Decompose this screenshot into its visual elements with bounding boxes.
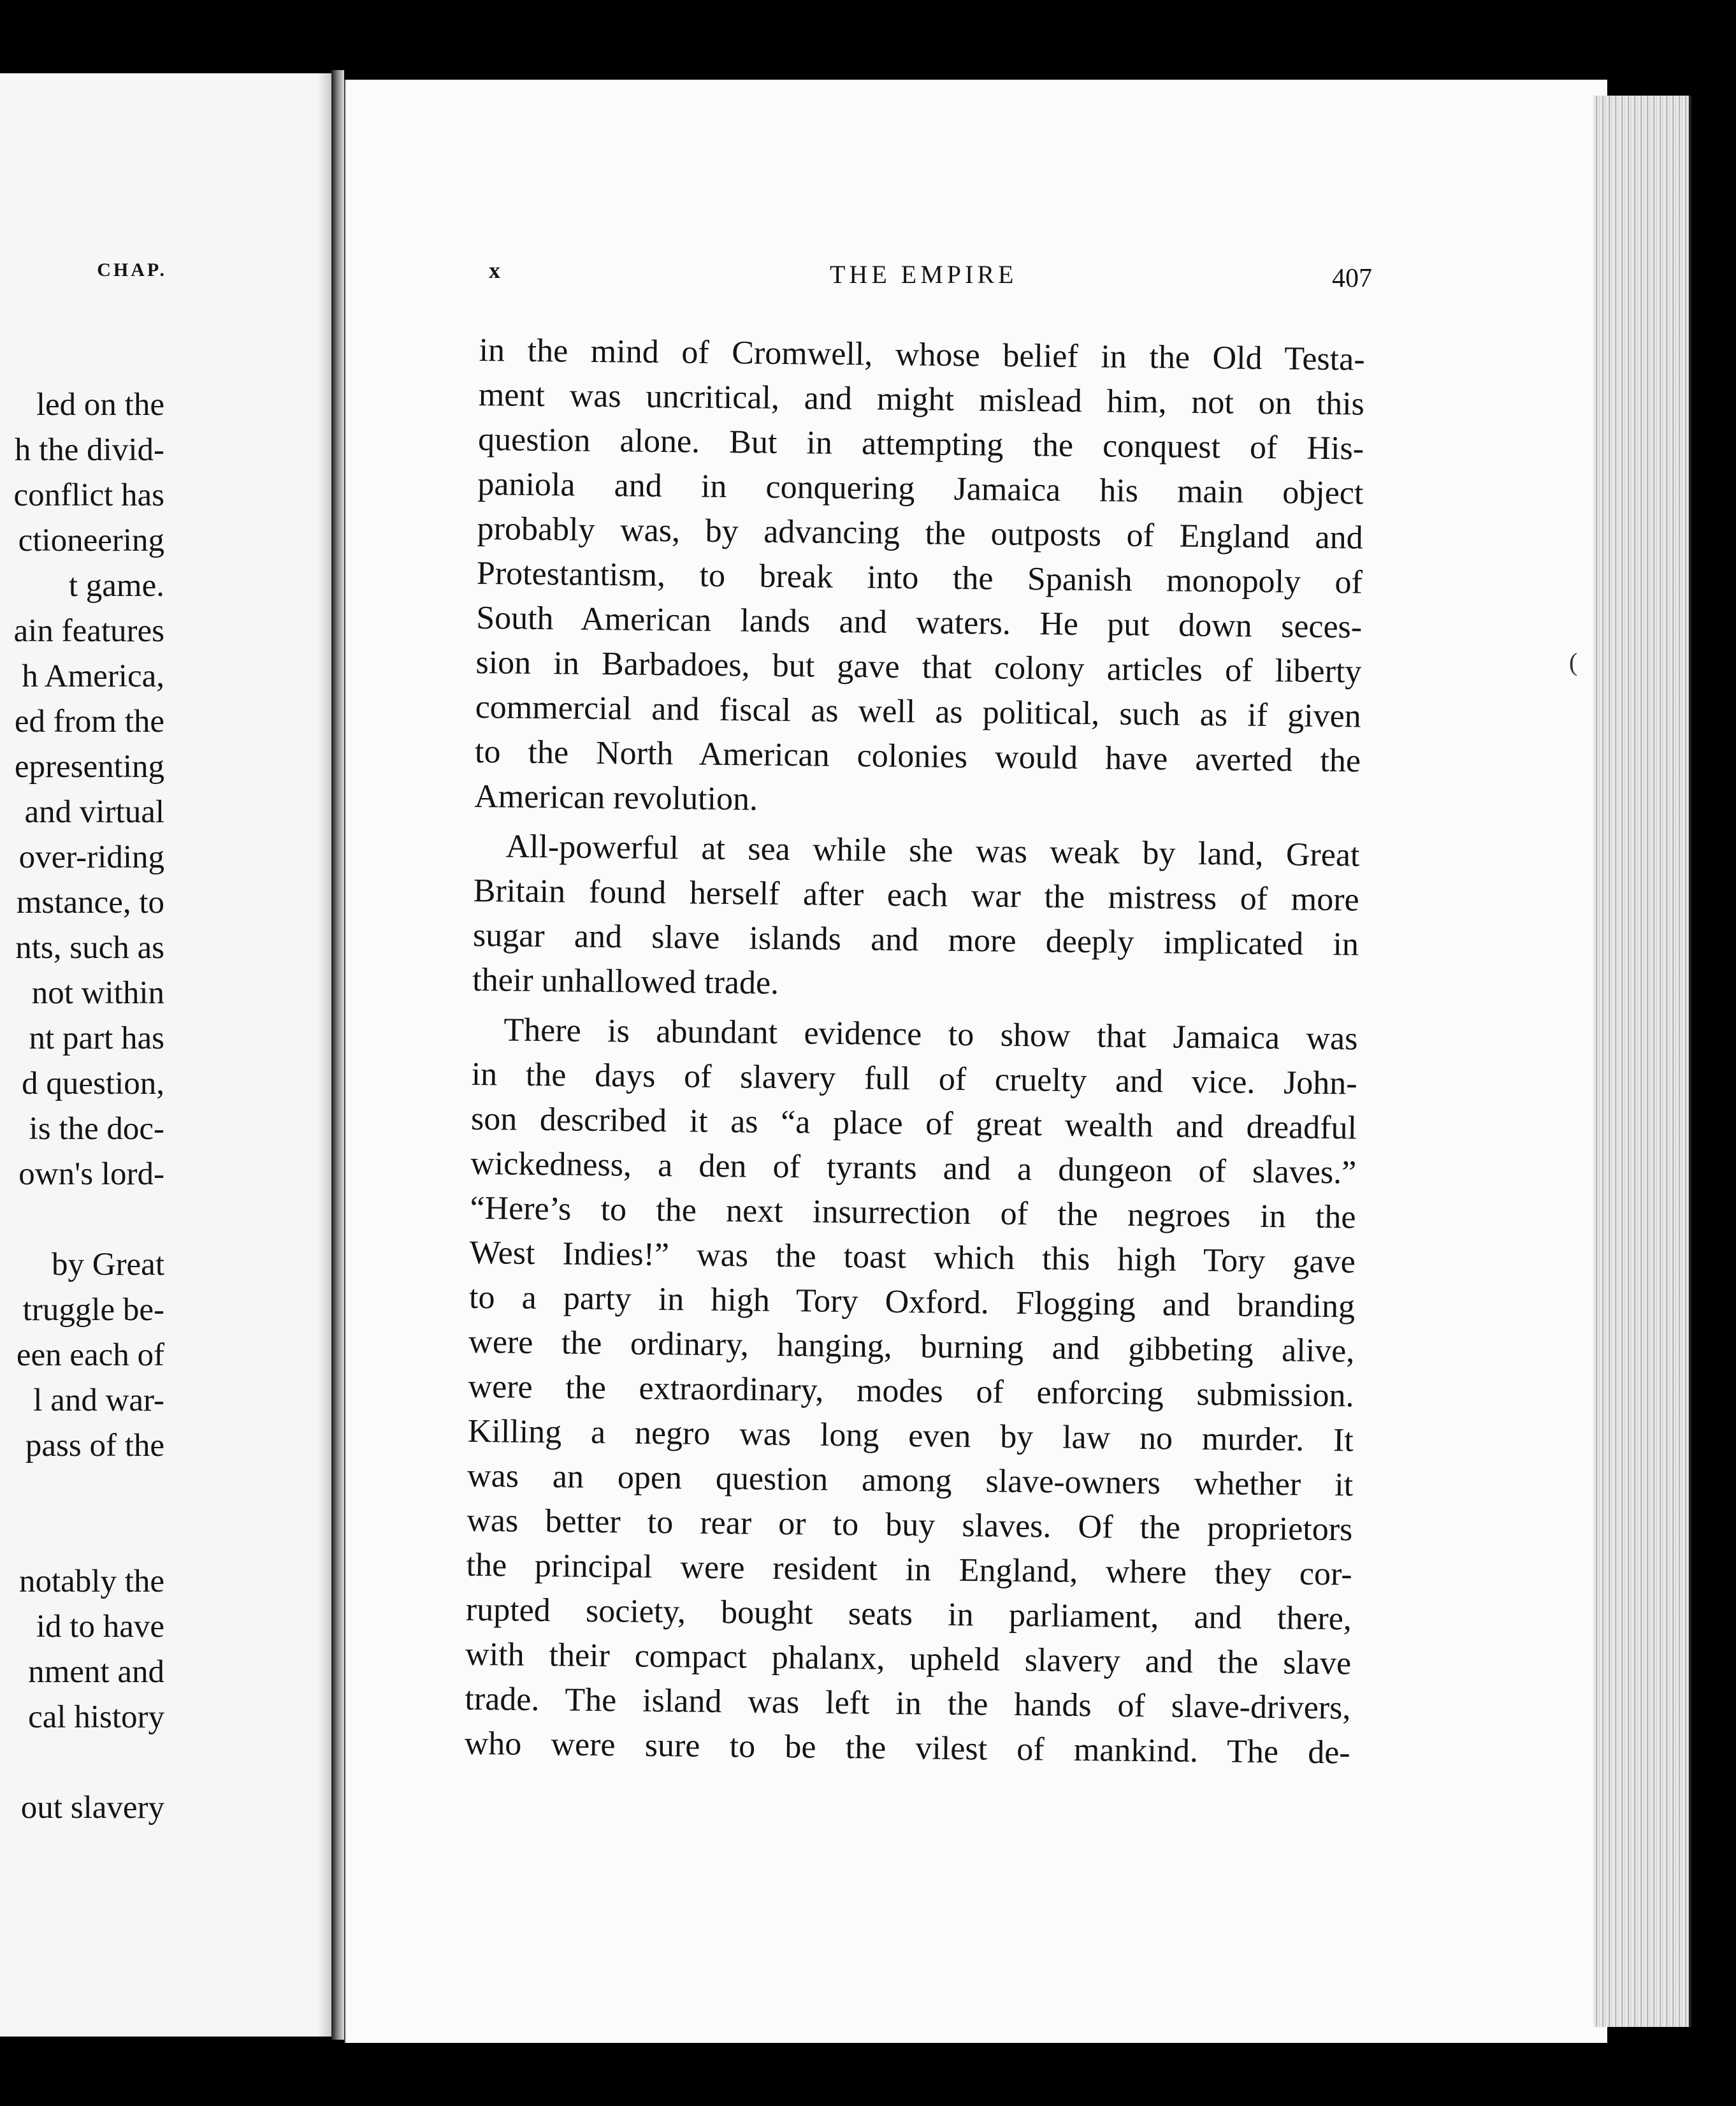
left-page-line: truggle be-: [22, 1292, 164, 1328]
paragraph: [464, 1008, 1357, 1775]
left-page-line: [0, 1740, 164, 1785]
left-page-header: CHAP.: [97, 259, 167, 280]
text-line: was better to rear or to buy slaves. Of the proprietors: [467, 1502, 1353, 1548]
left-page-line: nment and: [28, 1654, 164, 1690]
text-line: There is abundant evidence to show that Jamaica was: [503, 1012, 1358, 1057]
left-page-line: notably the: [18, 1564, 164, 1599]
book-spine: [331, 70, 344, 2040]
text-line: Killing a negro was long even by law no murder. It: [467, 1412, 1354, 1459]
left-page-line: ed from the: [14, 704, 164, 739]
text-line: were the extraordinary, modes of enforcing submission.: [468, 1368, 1354, 1414]
left-page-line: ain features: [13, 613, 164, 649]
text-line: to a party in high Tory Oxford. Flogging and branding: [468, 1279, 1356, 1325]
text-line: were the ordinary, hanging, burning and gibbeting alive,: [468, 1323, 1355, 1370]
running-title: THE EMPIRE: [830, 260, 1018, 289]
page-number: 407: [1332, 264, 1372, 293]
text-line: sion in Barbadoes, but gave that colony articles of liberty: [475, 644, 1362, 690]
left-page-line: led on the: [36, 387, 164, 423]
left-page-line: nt part has: [29, 1020, 164, 1056]
left-page-line: is the doc-: [29, 1111, 164, 1147]
chapter-number: x: [489, 258, 500, 283]
left-page-line: cal history: [28, 1699, 164, 1735]
text-line: sugar and slave islands and more deeply implicated in: [472, 917, 1359, 963]
left-page-line: id to have: [36, 1609, 164, 1645]
text-line: the principal were resident in England, where they cor-: [466, 1546, 1352, 1593]
left-page-line: h America,: [22, 658, 164, 694]
left-page-line: h the divid-: [14, 432, 164, 468]
text-line: ment was uncritical, and might mislead him, not on this: [478, 376, 1365, 423]
text-line: West Indies!” was the toast which this high Tory gave: [469, 1234, 1356, 1281]
text-line: who were sure to be the vilest of mankind. The de-: [464, 1725, 1350, 1771]
left-page-line: conflict has: [13, 477, 164, 513]
text-line: All-powerful at sea while she was weak by land, Great: [505, 828, 1360, 874]
left-page-line: and virtual: [24, 794, 164, 830]
left-page-line: over-riding: [18, 839, 164, 875]
text-line: rupted society, bought seats in parliament, and there,: [465, 1591, 1352, 1638]
text-line: Protestantism, to break into the Spanish monopoly of: [476, 555, 1363, 601]
left-page-line: pass of the: [25, 1428, 164, 1463]
text-line: in the mind of Cromwell, whose belief in the Old Testa-: [479, 331, 1365, 378]
left-page-line: nts, such as: [15, 930, 164, 966]
left-page-line: [0, 1514, 164, 1559]
left-page-line: een each of: [16, 1337, 164, 1373]
text-line: “Here’s to the next insurrection of the negroes in the: [470, 1189, 1356, 1236]
text-line: wickedness, a den of tyrants and a dungeon of slaves.”: [470, 1145, 1357, 1191]
left-page-line: d question,: [22, 1066, 164, 1101]
text-line: trade. The island was left in the hands of slave-drivers,: [465, 1680, 1351, 1727]
left-page-line: epresenting: [14, 749, 164, 785]
left-page-line: not within: [31, 975, 164, 1011]
left-page-line: by Great: [51, 1247, 164, 1282]
left-page-line: [0, 1469, 164, 1514]
left-page: [0, 73, 333, 2037]
text-line: South American lands and waters. He put down seces-: [475, 599, 1363, 646]
left-page-line: [0, 1197, 164, 1242]
text-line: probably was, by advancing the outposts of England and: [477, 510, 1363, 556]
left-page-line: mstance, to: [16, 885, 164, 920]
left-page-line: own's lord-: [18, 1156, 164, 1192]
left-page-line: t game.: [68, 568, 164, 604]
text-line: in the days of slavery full of cruelty and vice. John-: [471, 1056, 1357, 1102]
text-line: Britain found herself after each war the mistress of more: [473, 872, 1359, 919]
paragraph: [474, 328, 1365, 829]
left-page-line: ctioneering: [18, 523, 164, 558]
text-line: with their compact phalanx, upheld slavery and the slave: [465, 1636, 1352, 1682]
text-line: paniola and in conquering Jamaica his main object: [477, 465, 1364, 512]
gutter-shadow: [317, 73, 331, 2037]
text-line: commercial and fiscal as well as political, such as if given: [475, 688, 1361, 735]
left-page-line: out slavery: [20, 1790, 164, 1826]
page-edges: [1593, 96, 1691, 2027]
margin-mark: (: [1569, 648, 1578, 676]
text-line: question alone. But in attempting the conquest of His-: [477, 421, 1364, 467]
right-page: [344, 80, 1607, 2043]
text-line: to the North American colonies would have averted the: [474, 733, 1361, 780]
text-line: son described it as “a place of great wealth and dreadful: [470, 1100, 1357, 1147]
left-page-line: l and war-: [33, 1383, 164, 1418]
running-head: [345, 257, 1607, 295]
body-text: [464, 328, 1365, 1775]
text-line: American revolution.: [474, 778, 758, 818]
text-line: was an open question among slave-owners whether it: [467, 1457, 1354, 1504]
left-page-text: [0, 382, 164, 1831]
paragraph: [472, 824, 1360, 1012]
text-line: their unhallowed trade.: [472, 961, 779, 1001]
